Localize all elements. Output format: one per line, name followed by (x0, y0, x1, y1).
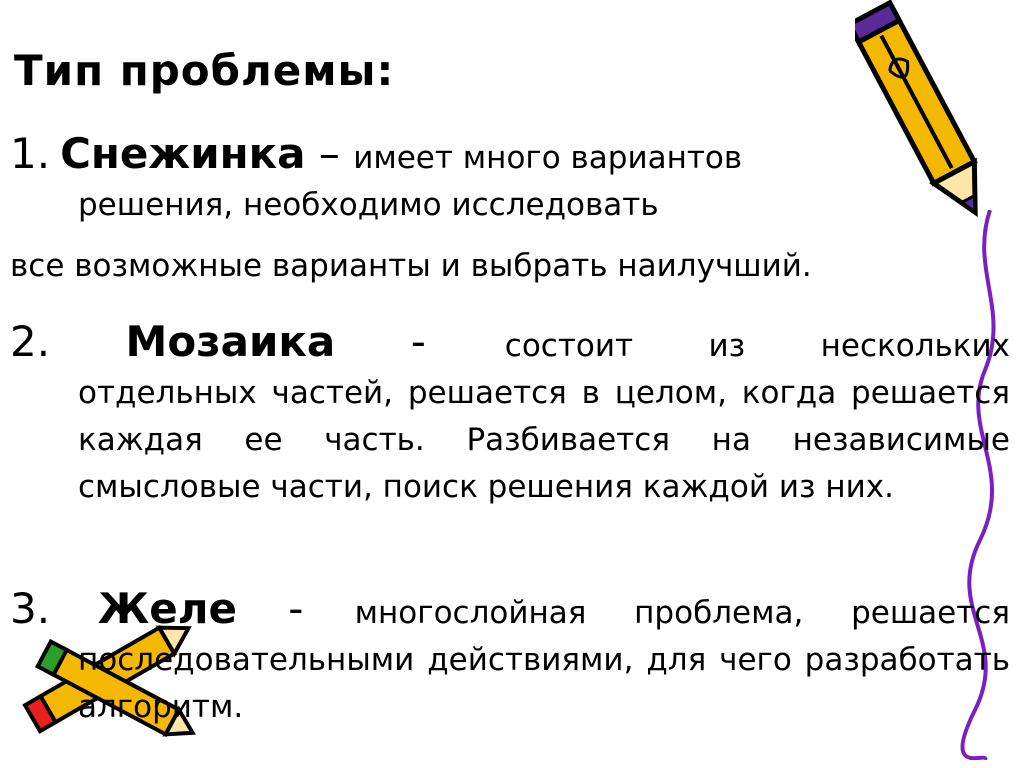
item-dash: – (305, 129, 354, 178)
item-body: последовательными действиями, для чего разработать алгоритм. (78, 642, 1010, 725)
item-continuation: все возможные варианты и выбрать наилучший. (10, 248, 812, 284)
item-number: 2. (10, 317, 51, 366)
item-term: Желе (97, 584, 237, 633)
slide-title: Тип проблемы: (14, 46, 395, 95)
item-dash: - (410, 317, 505, 366)
item-text: имеет много вариантов (353, 140, 743, 176)
list-item-jelly (10, 585, 1010, 731)
list-item-mosaic (10, 318, 1010, 511)
item-dash: - (237, 584, 355, 633)
item-term: Снежинка (60, 129, 306, 178)
item-text: состоит из нескольких (504, 328, 1011, 364)
item-number: 3. (10, 584, 51, 633)
list-item-snowflake (10, 130, 1010, 229)
item-body: отдельных частей, решается в целом, когда решается каждая ее часть. Разбивается на независимые смысловые части, поиск решения каждой из них. (78, 375, 1010, 505)
item-text: многослойная проблема, решается (354, 595, 1011, 631)
item-number: 1. (10, 129, 51, 178)
item-term: Мозаика (125, 317, 336, 366)
item-text-line2: решения, необходимо исследовать (78, 187, 659, 223)
